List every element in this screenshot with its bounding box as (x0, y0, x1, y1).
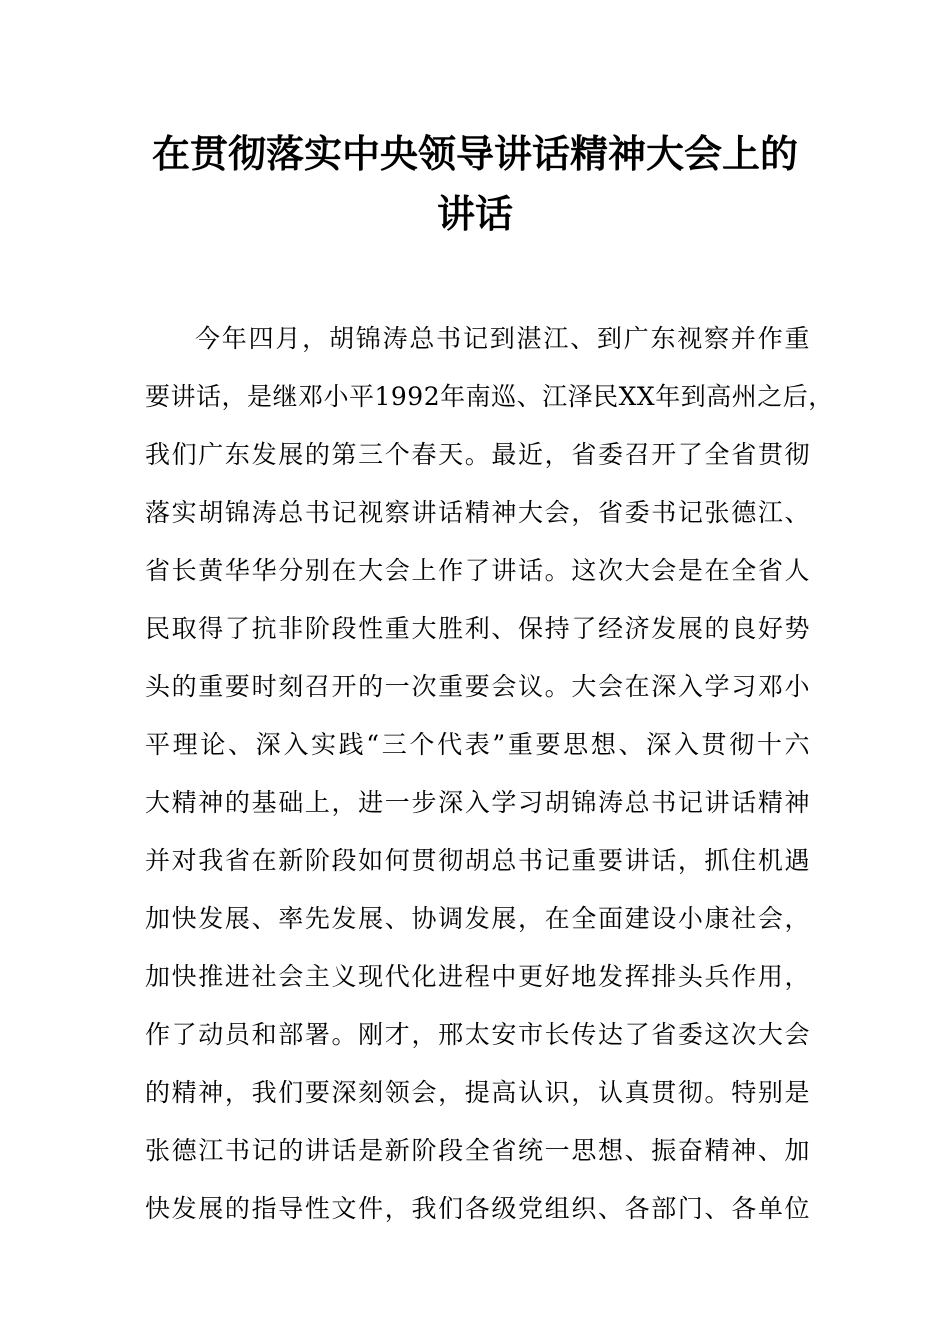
body-line: 加快推进社会主义现代化进程中更好地发挥排头兵作用， (145, 962, 810, 991)
title-line-1: 在贯彻落实中央领导讲话精神大会上的 (151, 131, 798, 176)
body-line: 作了动员和部署。刚才，邢太安市长传达了省委这次大会 (145, 1020, 810, 1049)
document-title (120, 124, 830, 244)
body-line: 加快发展、率先发展、协调发展，在全面建设小康社会， (145, 904, 810, 933)
body-line: 今年四月，胡锦涛总书记到湛江、到广东视察并作重 (195, 324, 810, 353)
body-paragraph (145, 310, 834, 1238)
body-line: 省长黄华华分别在大会上作了讲话。这次大会是在全省人 (145, 556, 810, 585)
body-line: 民取得了抗非阶段性重大胜利、保持了经济发展的良好势 (145, 614, 810, 643)
body-line: 的精神，我们要深刻领会，提高认识，认真贯彻。特别是 (145, 1078, 810, 1107)
body-line: 要讲话，是继邓小平1992年南巡、江泽民XX年到高州之后， (145, 382, 834, 411)
body-line: 我们广东发展的第三个春天。最近，省委召开了全省贯彻 (145, 440, 810, 469)
body-line: 头的重要时刻召开的一次重要会议。大会在深入学习邓小 (145, 672, 810, 701)
body-line: 大精神的基础上，进一步深入学习胡锦涛总书记讲话精神 (145, 788, 810, 817)
body-line: 平理论、深入实践“三个代表”重要思想、深入贯彻十六 (145, 730, 810, 759)
body-line: 张德江书记的讲话是新阶段全省统一思想、振奋精神、加 (145, 1136, 810, 1165)
body-line: 快发展的指导性文件，我们各级党组织、各部门、各单位 (145, 1194, 810, 1223)
title-line-2: 讲话 (436, 191, 513, 236)
body-line: 落实胡锦涛总书记视察讲话精神大会，省委书记张德江、 (145, 498, 810, 527)
body-line: 并对我省在新阶段如何贯彻胡总书记重要讲话，抓住机遇 (145, 846, 810, 875)
